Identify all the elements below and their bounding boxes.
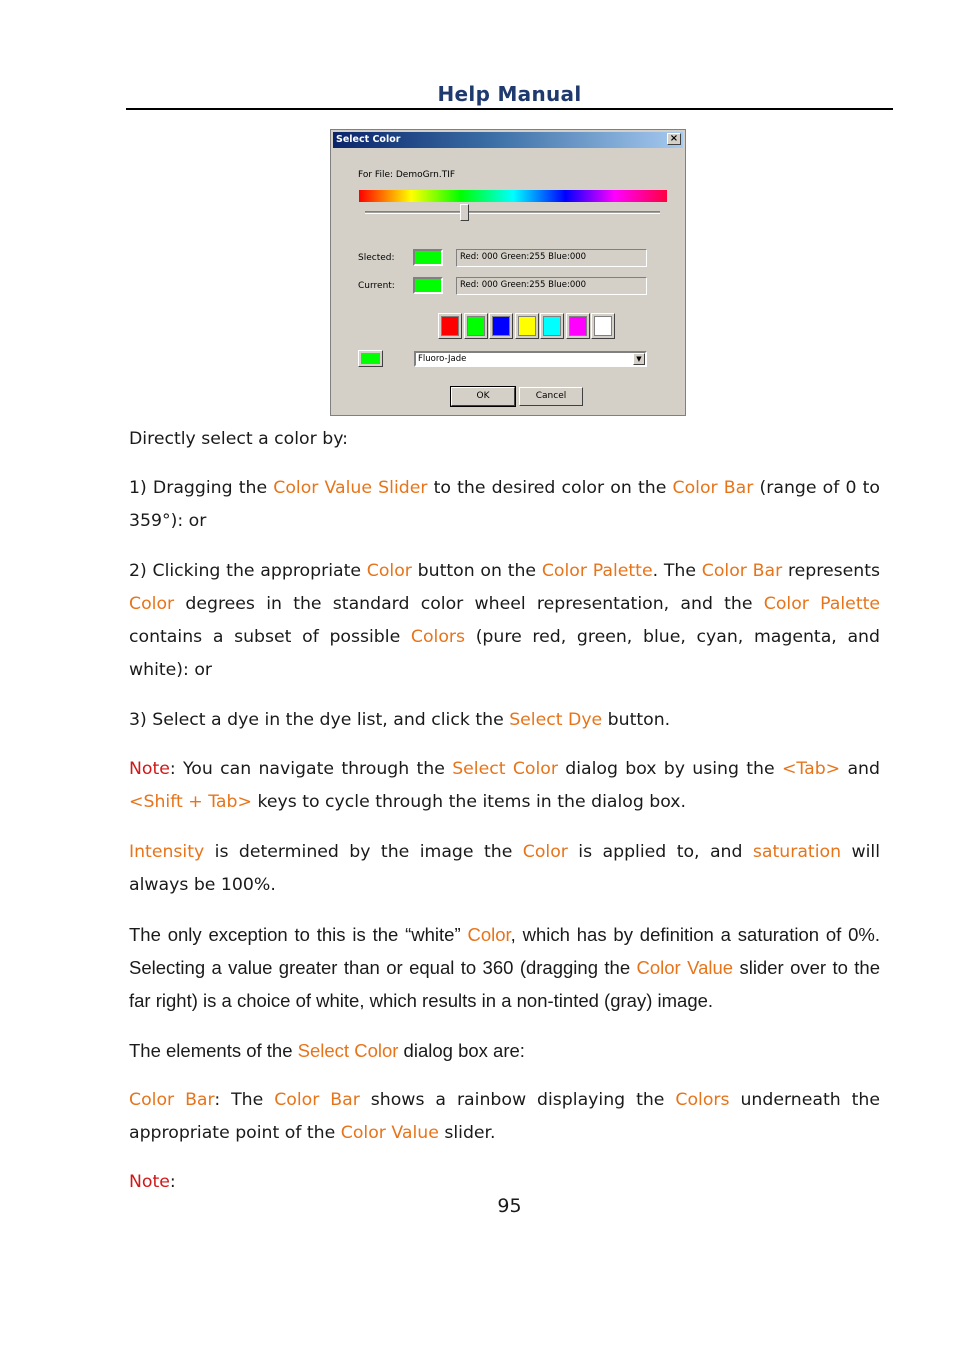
current-label: Current: <box>358 281 395 291</box>
page-header-title: Help Manual <box>437 82 582 106</box>
dialog-titlebar <box>333 132 683 148</box>
selected-label: Slected: <box>358 253 395 263</box>
palette-color-swatch <box>569 316 587 336</box>
palette-color-swatch <box>543 316 561 336</box>
page-number: 95 <box>497 1195 522 1217</box>
color-bar <box>359 190 667 202</box>
palette-color-button[interactable] <box>540 313 564 339</box>
palette-color-swatch <box>467 316 485 336</box>
palette-color-swatch <box>492 316 510 336</box>
paragraph-color-bar: Color Bar: The Color Bar shows a rainbow displaying the Colors underneath the appropriate point of the Color Value slider. <box>129 1090 880 1143</box>
ok-button[interactable]: OK <box>451 387 515 406</box>
palette-color-button[interactable] <box>566 313 590 339</box>
palette-color-button[interactable] <box>464 313 488 339</box>
palette-color-button[interactable] <box>591 313 615 339</box>
dialog-title: Select Color <box>336 134 401 145</box>
paragraph-2: 2) Clicking the appropriate Color button on the Color Palette. The Color Bar represents Color degrees in the standard color wheel representation, and the Color Palette contains a subset of possible Colors (pure red, green, blue, cyan, magenta, and white): or <box>129 561 881 680</box>
palette-color-swatch <box>518 316 536 336</box>
close-button[interactable]: × <box>667 133 681 145</box>
selected-color-readout: Red: 000 Green:255 Blue:000 <box>456 249 647 267</box>
current-color-readout: Red: 000 Green:255 Blue:000 <box>456 277 647 295</box>
paragraph-1: 1) Dragging the Color Value Slider to the desired color on the Color Bar (range of 0 to 359°): or <box>129 478 880 531</box>
palette-color-button[interactable] <box>489 313 513 339</box>
paragraph-3: 3) Select a dye in the dye list, and click the Select Dye button. <box>129 710 671 730</box>
paragraph-white-exception: The only exception to this is the “white” Color, which has by definition a saturation of 0%. Selecting a value greater than or equal to 360 (dragging the Color Value slider over to the far right) is a choice of white, which results in a non-tinted (gray) image. <box>129 924 880 1011</box>
header-rule <box>126 108 893 110</box>
dye-list-dropdown[interactable] <box>414 351 647 367</box>
paragraph-note-navigation: Note: You can navigate through the Select Color dialog box by using the <Tab> and <Shift + Tab> keys to cycle through the items in the dialog box. <box>129 759 880 812</box>
palette-color-button[interactable] <box>438 313 462 339</box>
color-value-slider-thumb[interactable] <box>460 204 469 221</box>
current-color-swatch <box>413 277 443 294</box>
paragraph-intensity: Intensity is determined by the image the Color is applied to, and saturation will always be 100%. <box>129 842 880 895</box>
palette-color-button[interactable] <box>515 313 539 339</box>
cancel-button[interactable]: Cancel <box>519 387 583 406</box>
selected-color-swatch <box>413 249 443 266</box>
palette-color-swatch <box>441 316 459 336</box>
select-dye-swatch <box>361 353 380 364</box>
file-label: For File: DemoGrn.TIF <box>358 170 456 180</box>
dye-list-value: Fluoro-Jade <box>418 354 467 364</box>
select-color-dialog <box>330 129 686 416</box>
paragraph-elements: The elements of the Select Color dialog box are: <box>129 1040 525 1061</box>
chevron-down-icon[interactable]: ▼ <box>633 353 645 365</box>
color-value-slider-track[interactable] <box>365 211 660 214</box>
select-dye-button[interactable] <box>358 350 383 367</box>
intro-paragraph: Directly select a color by: <box>129 429 348 449</box>
paragraph-note-trailing: Note: <box>129 1172 176 1192</box>
palette-color-swatch <box>594 316 612 336</box>
